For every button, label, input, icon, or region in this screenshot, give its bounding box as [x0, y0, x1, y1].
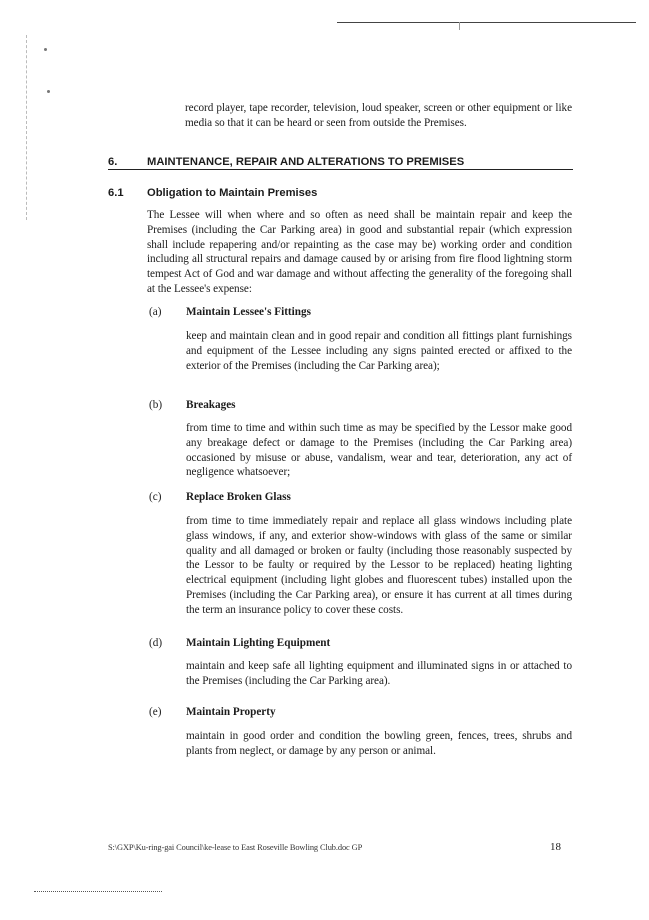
item-b-heading: Breakages: [186, 399, 236, 411]
section-title: MAINTENANCE, REPAIR AND ALTERATIONS TO PREMISES: [147, 156, 465, 168]
subsection-title: Obligation to Maintain Premises: [147, 187, 318, 199]
item-d-heading: Maintain Lighting Equipment: [186, 637, 331, 649]
continuation-paragraph: record player, tape recorder, television, loud speaker, screen or other equipment or like media so that it can be heard or seen from outside the Premises.: [185, 102, 572, 129]
item-c-heading: Replace Broken Glass: [186, 491, 291, 503]
item-c-label: (c): [149, 491, 162, 503]
scan-tick-mark: [459, 22, 460, 30]
scan-speck: [44, 48, 47, 51]
item-d-text: maintain and keep safe all lighting equipment and illuminated signs in or attached to the Premises (including the Car Parking area).: [186, 660, 572, 687]
scan-top-rule: [337, 22, 636, 23]
item-a-heading: Maintain Lessee's Fittings: [186, 306, 311, 318]
footer-file-path: S:\GXP\Ku-ring-gai Council\ke-lease to East Roseville Bowling Club.doc GP: [108, 843, 363, 852]
page-number: 18: [550, 841, 561, 853]
item-e-text: maintain in good order and condition the bowling green, fences, trees, shrubs and plants from neglect, or damage by any person or animal.: [186, 730, 572, 757]
section-number: 6.: [108, 156, 118, 168]
item-a-text: keep and maintain clean and in good repair and condition all fittings plant furnishings and equipment of the Lessee including any signs painted erected or affixed to the exterior of the Premises (including the Car Parking area);: [186, 330, 572, 372]
item-b-label: (b): [149, 399, 163, 411]
item-c-text: from time to time immediately repair and replace all glass windows including plate glass windows, if any, and exterior show-windows with glass of the same or similar quality and all damaged or broken or faulty (including those reasonably suspected by the Lessor to be faulty or required by the Lessor to be replaced) heating lighting electrical equipment (including light globes and fluorescent tubes) installed upon the Premises (including the Car Parking area), or ensure it has current at all times during the term an insurance policy to cover these costs.: [186, 515, 572, 616]
item-d-label: (d): [149, 637, 163, 649]
subsection-number: 6.1: [108, 187, 124, 199]
item-e-label: (e): [149, 706, 162, 718]
item-a-label: (a): [149, 306, 162, 318]
item-e-heading: Maintain Property: [186, 706, 276, 718]
scan-speck: [47, 90, 50, 93]
section-underline: [108, 169, 573, 170]
scan-left-edge: [26, 35, 27, 220]
item-b-text: from time to time and within such time as may be specified by the Lessor make good any breakage defect or damage to the Premises (including the Car Parking area) occasioned by misuse or abuse, vandalism, wear and tear, deterioration, any act of negligence whatsoever;: [186, 422, 572, 479]
scan-bottom-rule: [34, 891, 162, 892]
subsection-intro-paragraph: The Lessee will when where and so often as need shall be maintain repair and keep the Premises (including the Car Parking area) in good and substantial repair (which expression shall include repapering and/or repainting as the case may be) working order and condition including all structural repairs and damage caused by or arising from fire flood lightning storm tempest Act of God and war damage and without affecting the generality of the foregoing shall at the Lessee's expense:: [147, 209, 572, 295]
